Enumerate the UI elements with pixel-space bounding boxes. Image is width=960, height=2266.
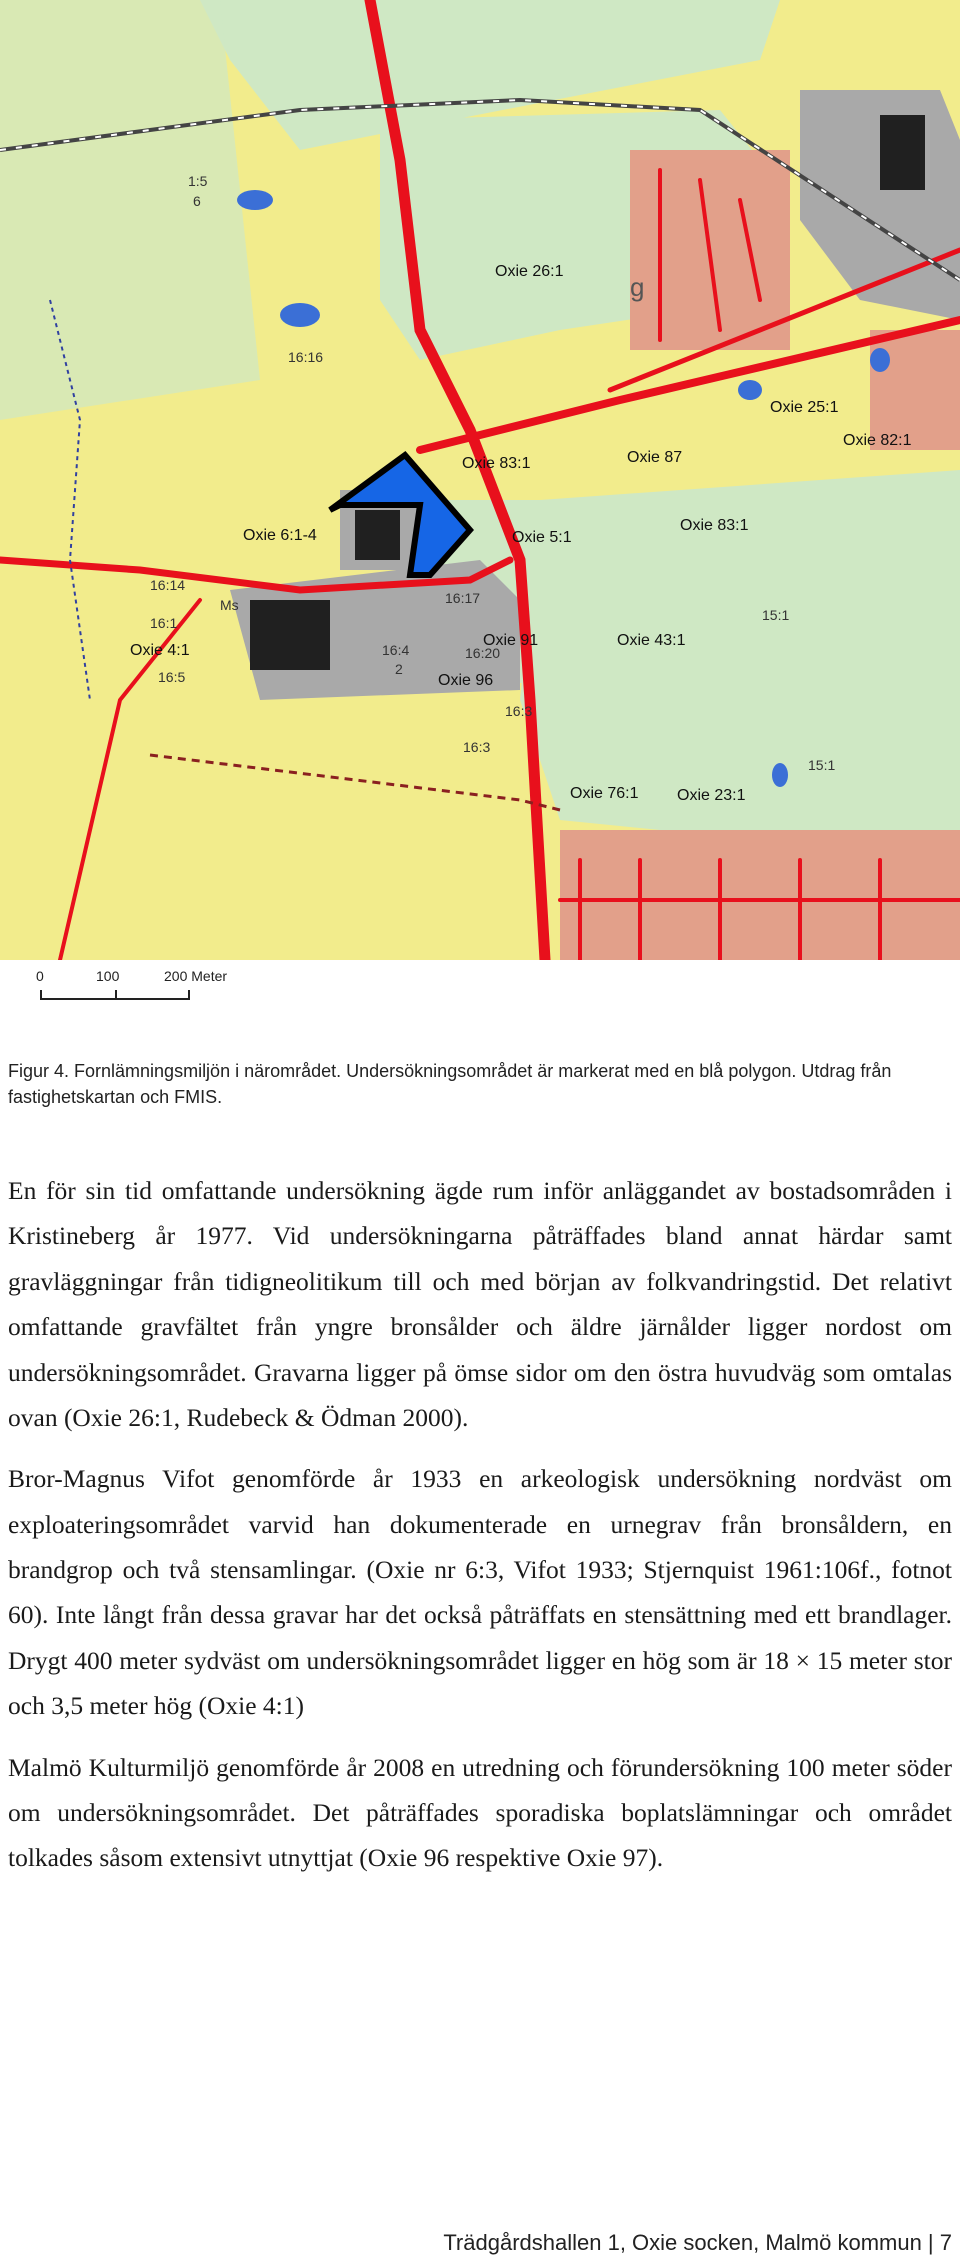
- label-oxie-82-1: Oxie 82:1: [843, 432, 912, 449]
- label-p-ms: Ms: [220, 597, 239, 613]
- label-p-16-1: 16:1: [150, 615, 178, 631]
- building-3: [880, 115, 925, 190]
- label-oxie-25-1: Oxie 25:1: [770, 399, 839, 416]
- label-p-6: 6: [193, 193, 201, 209]
- label-p-16-3a: 16:3: [505, 703, 533, 719]
- label-p-g: g: [630, 272, 645, 302]
- pond-1: [237, 190, 273, 210]
- label-p-15-1a: 15:1: [762, 607, 790, 623]
- label-oxie-96: Oxie 96: [438, 672, 494, 689]
- page-footer: Trädgårdshallen 1, Oxie socken, Malmö kommun | 7: [443, 2230, 952, 2255]
- pond-4: [870, 348, 890, 372]
- label-oxie-26-1: Oxie 26:1: [495, 263, 564, 280]
- scale-tick: [40, 990, 42, 1000]
- residential-se: [560, 830, 960, 960]
- label-oxie-87: Oxie 87: [627, 449, 683, 466]
- building-1: [250, 600, 330, 670]
- paragraph: Bror-Magnus Vifot genomförde år 1933 en arkeologisk undersökning nordväst om exploateringsområdet varvid han dokumenterade en urnegrav från bronsåldern, en brandgrop och två stensamlingar. (Oxie nr 6:3, Vifot 1933; Stjernquist 1961:106f., fotnot 60). Inte långt från dessa gravar har det också påträffats en stensättning med ett brandlager. Drygt 400 meter sydväst om undersökningsområdet ligger en hög som är 18 × 15 meter stor och 3,5 meter hög (Oxie 4:1): [8, 1464, 952, 1721]
- scale-tick: [115, 990, 117, 1000]
- label-oxie-83-1-a: Oxie 83:1: [462, 455, 531, 472]
- paragraph: En för sin tid omfattande undersökning ägde rum inför anläggandet av bostadsområden i Kristineberg år 1977. Vid undersökningarna påträffades bland annat härdar samt gravläggningar från tidigneolitikum till och med början av folkvandringstid. Det relativt omfattande gravfältet från yngre bronsålder och äldre järnålder ligger nordost om undersökningsområdet. Gravarna ligger på ömse sidor om den östra huvudväg som omtalas ovan (Oxie 26:1, Rudebeck & Ödman 2000).: [8, 1176, 952, 1432]
- scale-label-200: 200 Meter: [164, 968, 228, 984]
- label-p-2: 2: [395, 661, 403, 677]
- label-oxie-83-1-b: Oxie 83:1: [680, 517, 749, 534]
- body-text: [8, 1168, 952, 1897]
- scale-tick: [188, 990, 190, 1000]
- label-oxie-76-1: Oxie 76:1: [570, 785, 639, 802]
- label-oxie-5-1: Oxie 5:1: [512, 529, 572, 546]
- label-oxie-91: Oxie 91: [483, 632, 539, 649]
- label-p-15-1b: 15:1: [808, 757, 836, 773]
- label-p-16-4: 16:4: [382, 642, 410, 658]
- figure-caption: Figur 4. Fornlämningsmiljön i närområdet. Undersökningsområdet är markerat med en blå polygon. Utdrag från fastighetskartan och FMIS.: [8, 1061, 892, 1108]
- label-p-16-16: 16:16: [288, 349, 324, 365]
- label-oxie-6-1-4: Oxie 6:1-4: [243, 527, 317, 544]
- pond-3: [738, 380, 762, 400]
- scale-label-100: 100: [96, 968, 120, 984]
- label-oxie-43-1: Oxie 43:1: [617, 632, 686, 649]
- label-p-16-14: 16:14: [150, 577, 186, 593]
- label-p-16-5: 16:5: [158, 669, 186, 685]
- green-area-west: [0, 0, 260, 420]
- label-p-1-5: 1:5: [188, 173, 208, 189]
- label-p-16-3b: 16:3: [463, 739, 491, 755]
- label-p-16-20: 16:20: [465, 645, 501, 661]
- scale-bar: [30, 968, 290, 1008]
- label-oxie-23-1: Oxie 23:1: [677, 787, 746, 804]
- pond-2: [280, 303, 320, 327]
- scale-label-0: 0: [36, 968, 44, 984]
- map-figure: [0, 0, 960, 960]
- paragraph: Malmö Kulturmiljö genomförde år 2008 en utredning och förundersökning 100 meter söder om undersökningsområdet. Det påträffades sporadiska boplatslämningar och området tolkades såsom extensivt utnyttjat (Oxie 96 respektive Oxie 97).: [8, 1752, 952, 1873]
- label-p-16-17: 16:17: [445, 590, 481, 606]
- pond-5: [772, 763, 788, 787]
- label-oxie-4-1: Oxie 4:1: [130, 642, 190, 659]
- building-2: [355, 510, 400, 560]
